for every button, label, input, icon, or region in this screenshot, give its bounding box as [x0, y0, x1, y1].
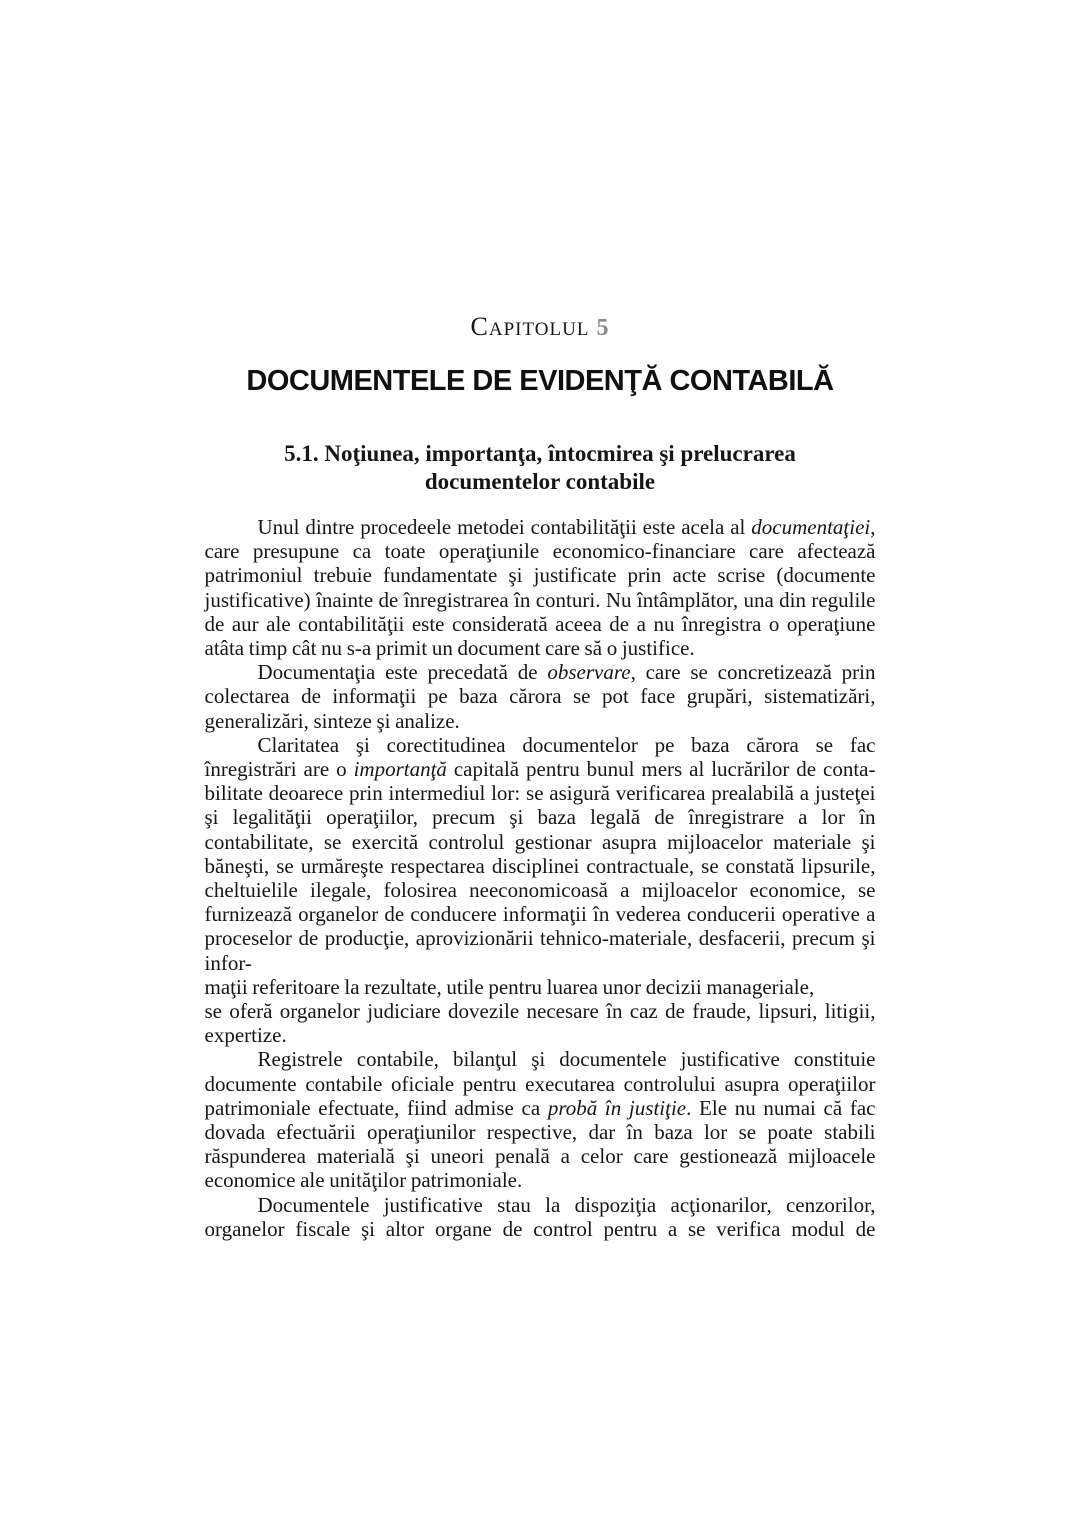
- text-line: [205, 1217, 876, 1241]
- text-segment: băneşti, se urmăreşte respectarea disciplinei contractuale, se constată lipsurile,: [204, 853, 876, 878]
- text-line: [205, 1120, 876, 1144]
- text-line: [205, 1047, 876, 1071]
- text-segment: patrimoniale efectuate, fiind admise ca: [204, 1095, 548, 1120]
- text-line: [205, 563, 876, 587]
- italic-text-segment: documentaţiei: [751, 515, 871, 539]
- text-line: [205, 757, 876, 781]
- text-line: [205, 684, 876, 708]
- text-line: [205, 1193, 876, 1217]
- text-segment: economice ale unităţilor patrimoniale.: [204, 1168, 523, 1193]
- paragraph: [205, 660, 876, 733]
- chapter-heading: [205, 312, 876, 342]
- text-segment: Unul dintre procedeele metodei contabilităţii este acela al: [257, 515, 752, 539]
- paragraph: [205, 515, 876, 660]
- text-line: [205, 1023, 876, 1047]
- text-segment: Documentaţia este precedată de: [257, 660, 548, 685]
- text-segment: cheltuielile ilegale, folosirea neeconomicoasă a mijloacelor economice, se: [204, 878, 876, 903]
- text-line: [205, 1072, 876, 1096]
- text-segment: capitală pentru bunul mers al lucrărilor de conta-: [446, 757, 876, 782]
- text-line: [205, 999, 876, 1023]
- text-line: [205, 805, 876, 829]
- text-segment: generalizări, sinteze şi analize.: [204, 708, 460, 733]
- italic-text-segment: probă în justiţie: [547, 1095, 687, 1120]
- text-segment: colectarea de informaţii pe baza cărora se pot face grupări, sistematizări,: [204, 684, 876, 709]
- text-line: [205, 1144, 876, 1168]
- text-line: [205, 709, 876, 733]
- text-segment: maţii referitoare la rezultate, utile pentru luarea unor decizii manageriale,: [204, 974, 815, 999]
- text-segment: de aur ale contabilităţii este considerată aceea de a nu înregistra o operaţiune: [204, 611, 876, 636]
- text-line: [205, 539, 876, 563]
- italic-text-segment: observare: [547, 660, 631, 685]
- text-line: [205, 588, 876, 612]
- text-segment: bilitate deoarece prin intermediul lor: se asigură verificarea prealabilă a justeţei: [204, 781, 876, 806]
- body-text: [205, 515, 876, 1241]
- text-column: [205, 312, 876, 1241]
- italic-text-segment: importanţă: [353, 757, 447, 782]
- text-segment: Claritatea şi corectitudinea documentelor pe baza cărora se fac: [257, 732, 876, 757]
- text-segment: atâta timp cât nu s-a primit un document care să o justifice.: [204, 636, 695, 661]
- chapter-label: CAPITOLUL: [470, 312, 590, 341]
- text-line: [205, 515, 876, 539]
- text-line: [205, 926, 876, 950]
- section-heading-line2: documentelor contabile: [424, 469, 656, 494]
- text-segment: ,: [870, 515, 876, 539]
- text-line: [205, 830, 876, 854]
- text-line: [205, 1096, 876, 1120]
- text-segment: înregistrări are o: [204, 757, 354, 782]
- paragraph: [205, 1047, 876, 1192]
- text-segment: răspunderea materială şi uneori penală a celor care gestionează mijloacele: [204, 1144, 876, 1169]
- text-line: [205, 975, 876, 999]
- text-segment: care presupune ca toate operaţiunile economico-financiare care afectează: [204, 539, 876, 564]
- text-segment: dovada efectuării operaţiunilor respective, dar în baza lor se poate stabili: [204, 1120, 876, 1145]
- text-line: [205, 612, 876, 636]
- text-segment: Documentele justificative stau la dispoziţia acţionarilor, cenzorilor,: [257, 1192, 876, 1217]
- text-line: [205, 902, 876, 926]
- text-segment: documente contabile oficiale pentru executarea controlului asupra operaţiilor: [204, 1071, 876, 1096]
- paragraph: [205, 1193, 876, 1241]
- section-heading-line1: 5.1. Noţiunea, importanţa, întocmirea şi prelucrarea: [284, 441, 796, 466]
- text-line: [205, 660, 876, 684]
- text-segment: expertize.: [204, 1023, 287, 1048]
- text-line: [205, 781, 876, 805]
- text-segment: organelor fiscale şi altor organe de control pentru a se verifica modul de: [204, 1216, 876, 1241]
- text-line: [205, 1168, 876, 1192]
- paragraph: [205, 733, 876, 1048]
- text-segment: Registrele contabile, bilanţul şi documentele justificative constituie: [257, 1047, 876, 1072]
- text-segment: se oferă organelor judiciare dovezile necesare în caz de fraude, lipsuri, litigii,: [204, 999, 876, 1024]
- text-line: [205, 733, 876, 757]
- text-segment: furnizează organelor de conducere informaţii în vederea conducerii operative a: [204, 902, 876, 927]
- text-segment: patrimoniul trebuie fundamentate şi justificate prin acte scrise (documente: [204, 563, 876, 588]
- text-segment: justificative) înainte de înregistrarea în conturi. Nu întâmplător, una din regulile: [204, 587, 876, 612]
- text-segment: infor-: [204, 950, 252, 975]
- text-segment: şi legalităţii operaţiilor, precum şi baza legală de înregistrare a lor în: [204, 805, 876, 830]
- section-heading: [205, 440, 876, 496]
- text-line: [205, 878, 876, 902]
- text-segment: , care se concretizează prin: [630, 660, 876, 685]
- text-line: [205, 951, 876, 975]
- page-title: DOCUMENTELE DE EVIDENŢĂ CONTABILĂ: [246, 365, 834, 397]
- text-line: [205, 636, 876, 660]
- text-line: [205, 854, 876, 878]
- text-segment: contabilitate, se exercită controlul gestionar asupra mijloacelor materiale şi: [204, 829, 876, 854]
- text-segment: . Ele nu numai că fac: [686, 1095, 876, 1120]
- chapter-number: 5: [596, 315, 610, 341]
- text-segment: proceselor de producţie, aprovizionării tehnico-materiale, desfacerii, precum şi: [204, 926, 876, 951]
